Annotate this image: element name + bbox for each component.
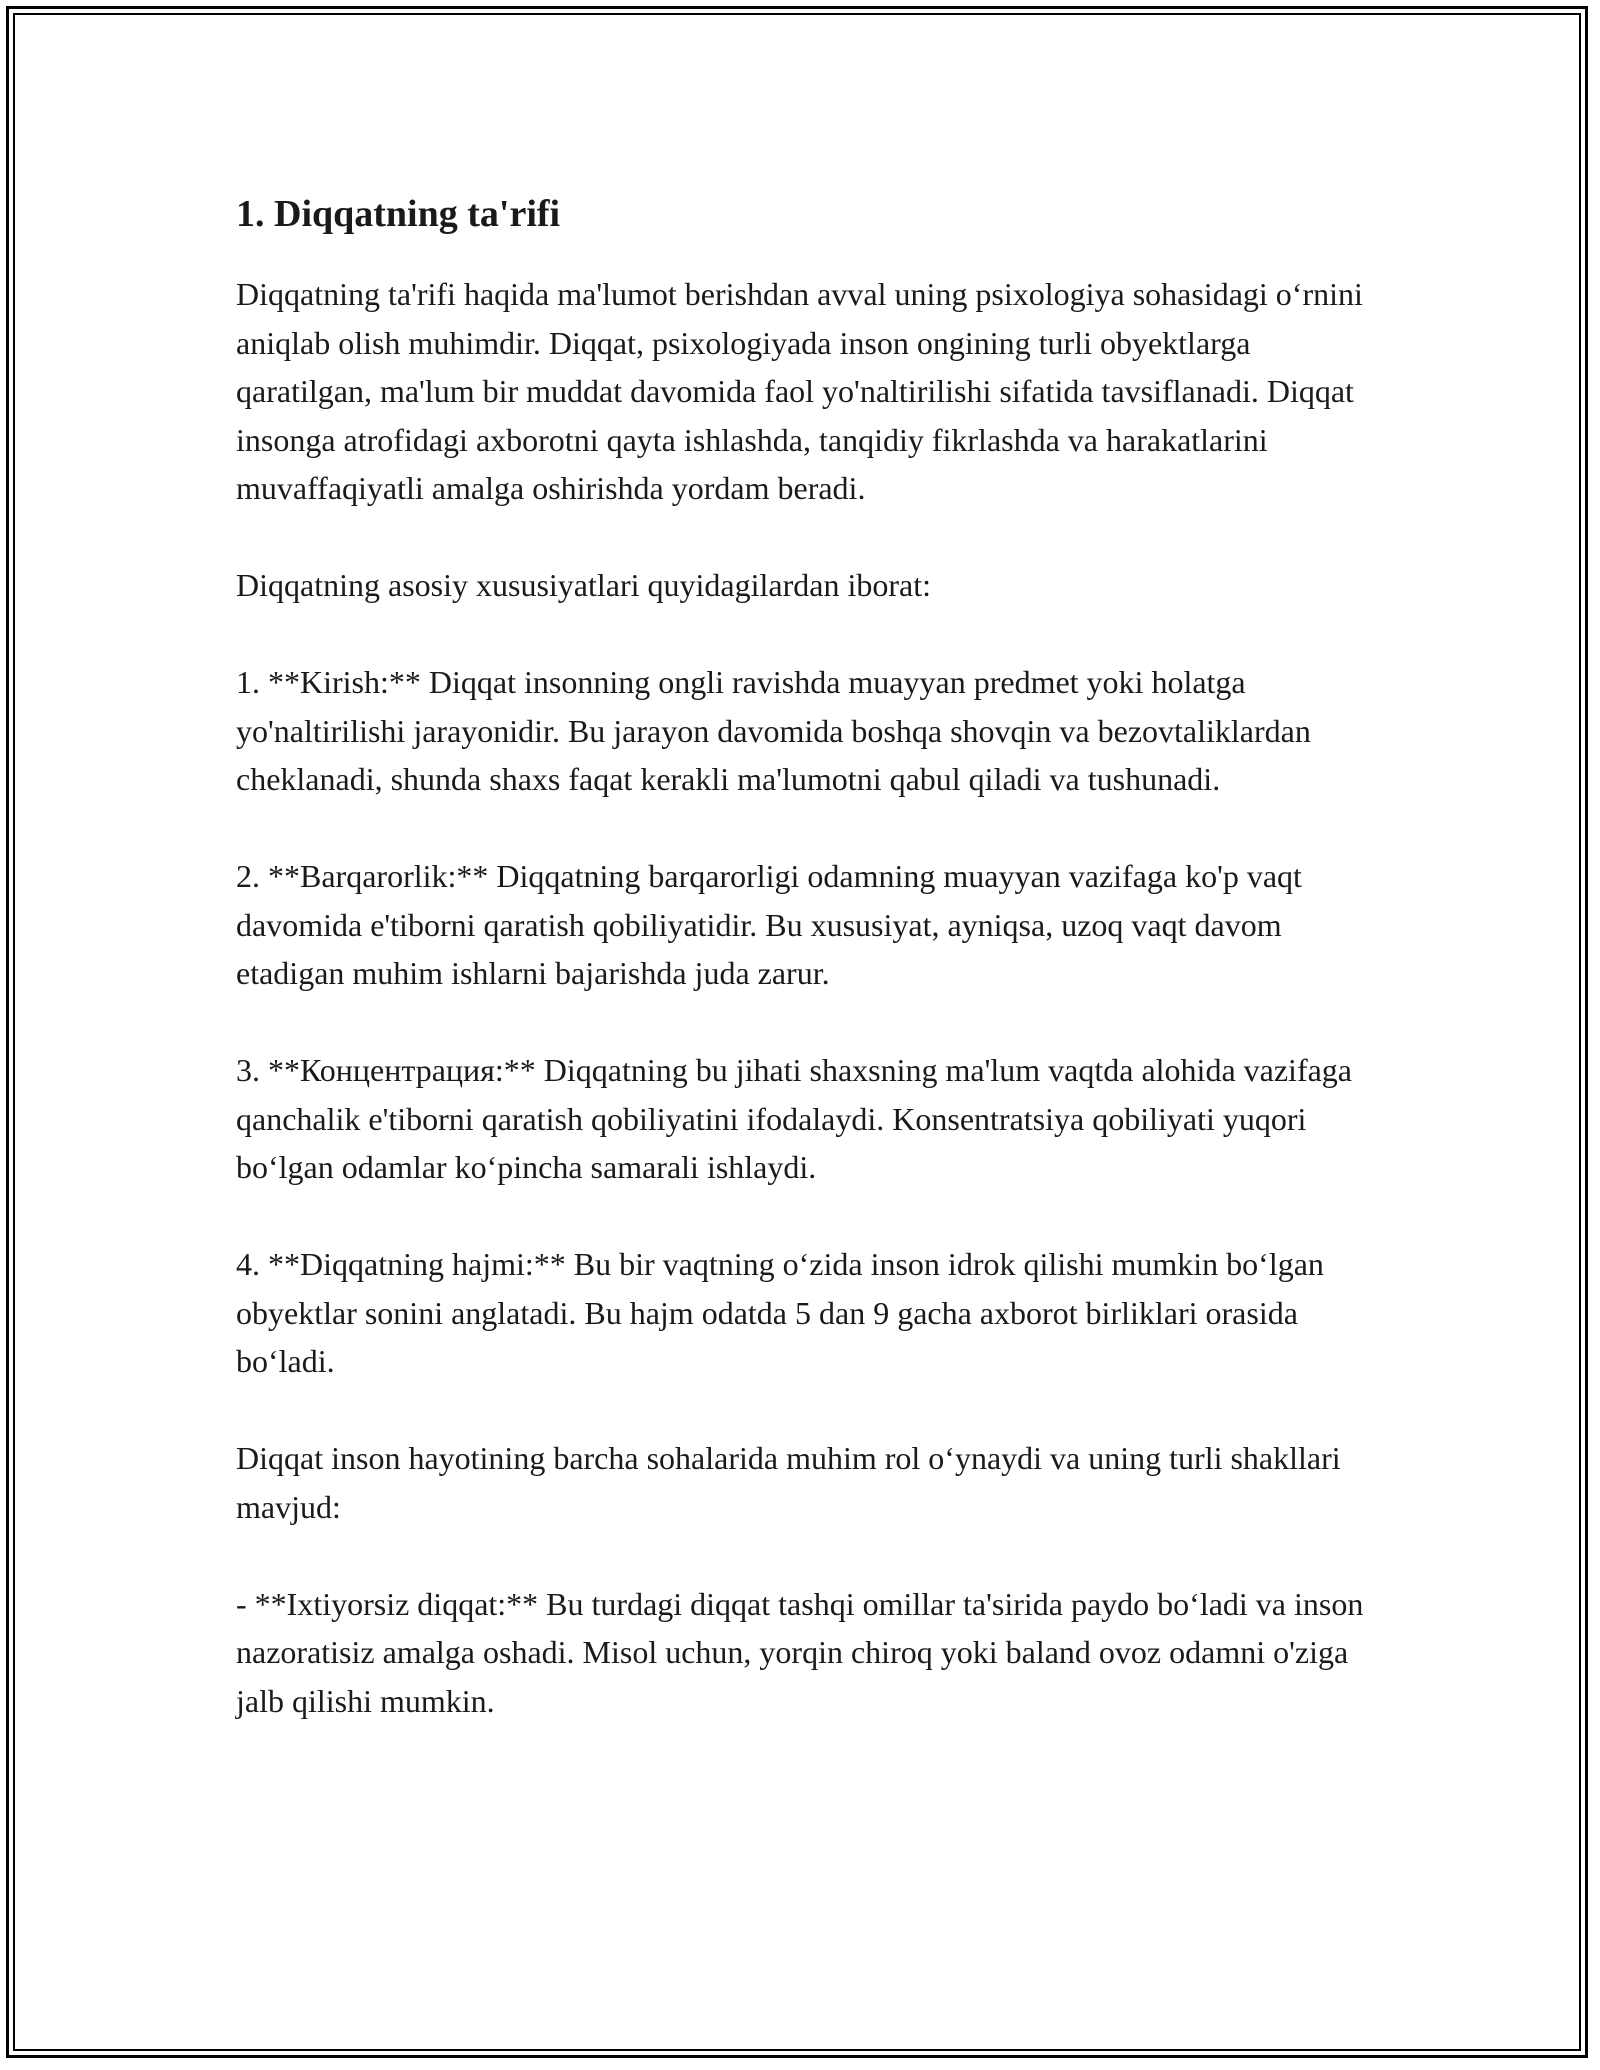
list-item-hajmi: 4. **Diqqatning hajmi:** Bu bir vaqtning o‘zida inson idrok qilishi mumkin bo‘lgan obyektlar sonini anglatadi. Bu hajm odatda 5 dan 9 gacha axborot birliklari orasida bo‘ladi. bbox=[236, 1246, 1324, 1379]
list-item-konsentratsiya: 3. **Концентрация:** Diqqatning bu jihati shaxsning ma'lum vaqtda alohida vazifaga qanchalik e'tiborni qaratish qobiliyatini ifodalaydi. Konsentratsiya qobiliyati yuqori bo‘lgan odamlar ko‘pincha samarali ishlaydi. bbox=[236, 1052, 1352, 1185]
paragraph-intro: Diqqatning ta'rifi haqida ma'lumot berishdan avval uning psixologiya sohasidagi o‘rnini aniqlab olish muhimdir. Diqqat, psixologiyada inson ongining turli obyektlarga qaratilgan, ma'lum bir muddat davomida faol yo'naltirilishi sifatida tavsiflanadi. Diqqat insonga atrofidagi axborotni qayta ishlashda, tanqidiy fikrlashda va harakatlarini muvaffaqiyatli amalga oshirishda yordam beradi. bbox=[236, 276, 1363, 506]
list-item-kirish: 1. **Kirish:** Diqqat insonning ongli ravishda muayyan predmet yoki holatga yo'naltirilishi jarayonidir. Bu jarayon davomida boshqa shovqin va bezovtaliklardan cheklanadi, shunda shaxs faqat kerakli ma'lumotni qabul qiladi va tushunadi. bbox=[236, 664, 1311, 797]
section-heading: 1. Diqqatning ta'rifi bbox=[236, 193, 561, 235]
list-item-barqarorlik: 2. **Barqarorlik:** Diqqatning barqarorligi odamning muayyan vazifaga ko'p vaqt davomida e'tiborni qaratish qobiliyatidir. Bu xususiyat, ayniqsa, uzoq vaqt davom etadigan muhim ishlarni bajarishda juda zarur. bbox=[236, 858, 1302, 991]
document-body bbox=[236, 182, 1386, 1725]
list-item-ixtiyorsiz: - **Ixtiyorsiz diqqat:** Bu turdagi diqqat tashqi omillar ta'sirida paydo bo‘ladi va inson nazoratisiz amalga oshadi. Misol uchun, yorqin chiroq yoki baland ovoz odamni o'ziga jalb qilishi mumkin. bbox=[236, 1585, 1364, 1719]
paragraph-forms-lead: Diqqat inson hayotining barcha sohalarida muhim rol o‘ynaydi va uning turli shakllari mavjud: bbox=[236, 1440, 1341, 1525]
paragraph-properties-lead: Diqqatning asosiy xususiyatlari quyidagilardan iborat: bbox=[236, 567, 931, 603]
